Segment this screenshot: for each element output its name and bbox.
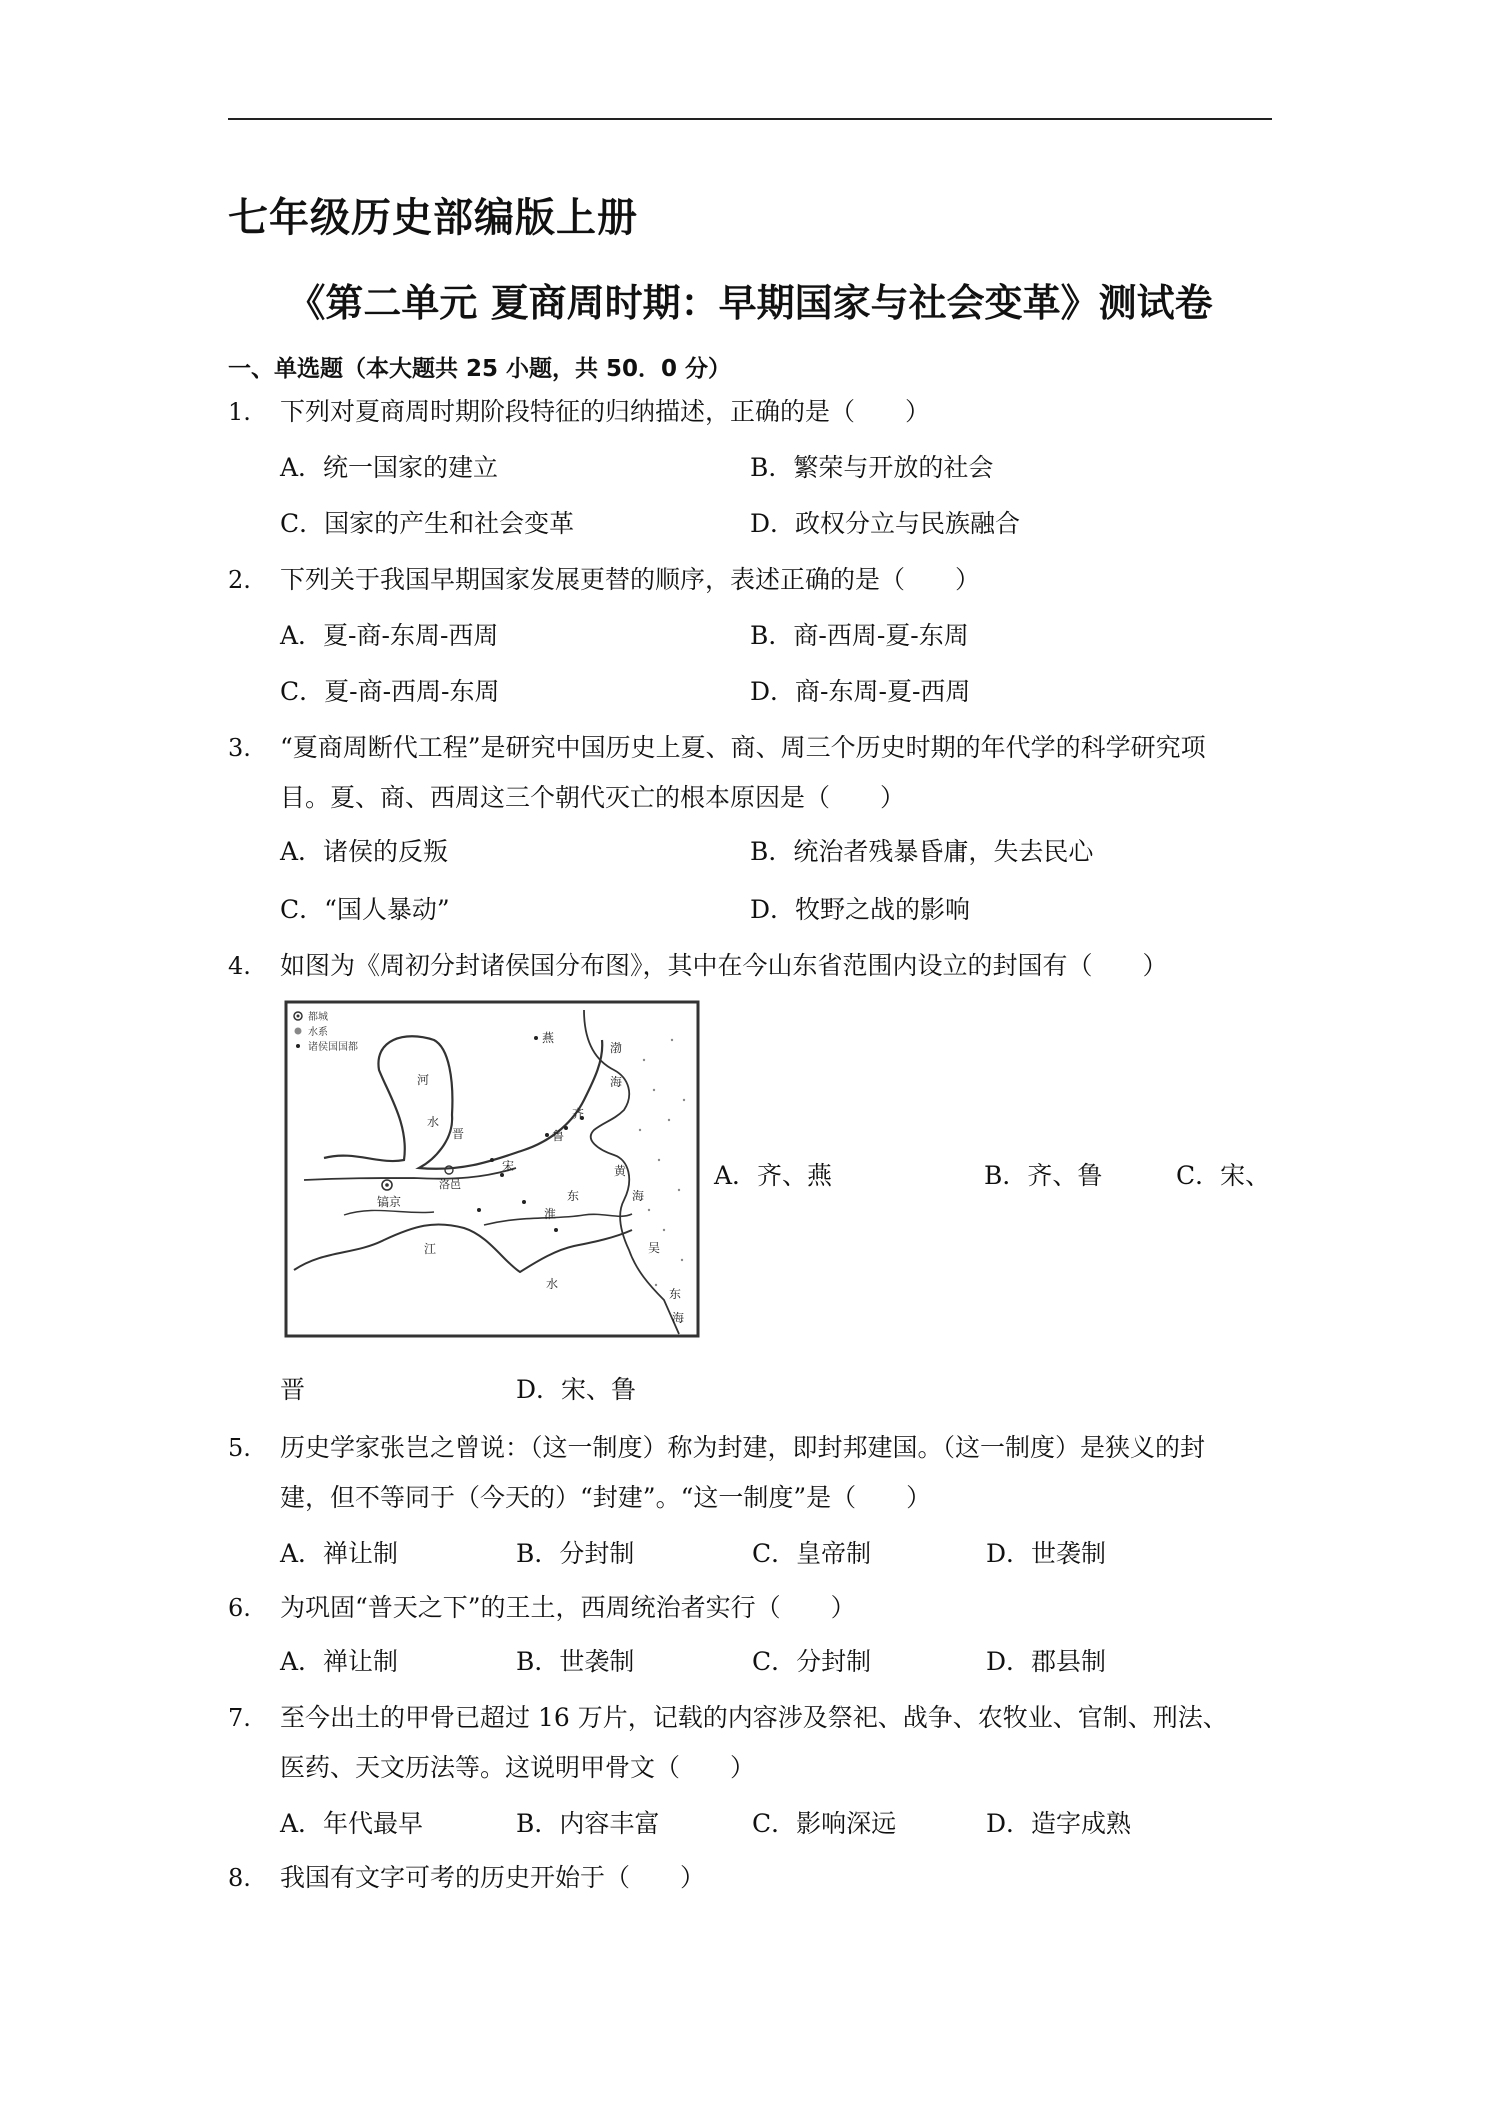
map-label-huai: 淮 (544, 1207, 557, 1221)
option-c-continued[interactable]: 晋 (280, 1375, 306, 1404)
option-b[interactable]: B．繁荣与开放的社会 (750, 453, 994, 482)
option-a[interactable]: A．禅让制 (280, 1539, 399, 1568)
question-number: 7. (228, 1704, 251, 1732)
option-c[interactable]: C．宋、 (1176, 1161, 1271, 1190)
question-stem: 如图为《周初分封诸侯国分布图》，其中在今山东省范围内设立的封国有（ ） (280, 951, 1168, 980)
option-b[interactable]: B．内容丰富 (516, 1809, 660, 1838)
option-a[interactable]: A．年代最早 (280, 1809, 424, 1838)
question-stem: 目。夏、商、西周这三个朝代灭亡的根本原因是（ ） (280, 783, 906, 812)
map-label-jiang: 江 (424, 1242, 437, 1256)
question-stem: 建，但不等同于（今天的）“封建”。“这一制度”是（ ） (280, 1483, 932, 1512)
section-heading: 一、单选题（本大题共 25 小题，共 50．0 分） (228, 356, 732, 382)
map-label-shui: 水 (427, 1115, 440, 1129)
map-label-song: 宋 (502, 1159, 515, 1173)
document-subtitle: 《第二单元 夏商周时期：早期国家与社会变革》测试卷 (287, 281, 1213, 325)
question-number: 1. (228, 398, 251, 426)
zhou-fief-map (284, 1000, 702, 1340)
option-a[interactable]: A．禅让制 (280, 1647, 399, 1676)
map-label-huang: 黄 (614, 1164, 627, 1178)
question-number: 3. (228, 734, 251, 762)
question-number: 5. (228, 1434, 251, 1462)
option-d[interactable]: D．牧野之战的影响 (750, 895, 971, 924)
map-label-lu: 鲁 (552, 1129, 565, 1143)
option-d[interactable]: D．政权分立与民族融合 (750, 509, 1021, 538)
water-symbol-icon (295, 1028, 302, 1035)
map-label-hai: 海 (610, 1075, 623, 1089)
option-c[interactable]: C．“国人暴动” (280, 895, 450, 924)
question-number: 6. (228, 1594, 251, 1622)
map-label-qi: 齐 (572, 1107, 585, 1121)
map-label-shui-2: 水 (546, 1277, 559, 1291)
capital-symbol-icon (297, 1015, 300, 1018)
question-stem: 我国有文字可考的历史开始于（ ） (280, 1863, 706, 1892)
map-label-luoyi: 洛邑 (439, 1178, 461, 1191)
map-label-dong-2: 东 (669, 1287, 682, 1301)
option-c[interactable]: C．国家的产生和社会变革 (280, 509, 575, 538)
header-rule (228, 118, 1272, 120)
option-a[interactable]: A．诸侯的反叛 (280, 837, 449, 866)
fief-capital-symbol-icon (296, 1044, 300, 1048)
question-stem: 为巩固“普天之下”的王土，西周统治者实行（ ） (280, 1593, 856, 1622)
option-a[interactable]: A．夏-商-东周-西周 (280, 621, 499, 650)
option-b[interactable]: B．齐、鲁 (984, 1161, 1103, 1190)
option-d[interactable]: D．郡县制 (986, 1647, 1107, 1676)
option-c[interactable]: C．皇帝制 (752, 1539, 872, 1568)
map-label-dong: 东 (567, 1189, 580, 1203)
map-label-bo: 渤 (610, 1041, 623, 1055)
legend-label: 都城 (308, 1012, 328, 1023)
option-a[interactable]: A．齐、燕 (714, 1161, 833, 1190)
question-number: 4. (228, 952, 251, 980)
option-b[interactable]: B．统治者残暴昏庸，失去民心 (750, 837, 1094, 866)
option-d[interactable]: D．世袭制 (986, 1539, 1107, 1568)
question-number: 8. (228, 1864, 251, 1892)
map-label-he: 河 (417, 1073, 430, 1087)
question-stem: 下列关于我国早期国家发展更替的顺序，表述正确的是（ ） (280, 565, 981, 594)
question-stem: 历史学家张岂之曾说：（这一制度）称为封建，即封邦建国。（这一制度）是狭义的封 (280, 1433, 1206, 1462)
option-a[interactable]: A．统一国家的建立 (280, 453, 499, 482)
legend-label: 水系 (308, 1027, 328, 1038)
question-stem: “夏商周断代工程”是研究中国历史上夏、商、周三个历史时期的年代学的科学研究项 (280, 733, 1206, 762)
option-d[interactable]: D．商-东周-夏-西周 (750, 677, 971, 706)
map-label-wu: 吴 (648, 1241, 661, 1255)
question-stem: 医药、天文历法等。这说明甲骨文（ ） (280, 1753, 756, 1782)
option-b[interactable]: B．分封制 (516, 1539, 635, 1568)
map-label-haojing: 镐京 (377, 1195, 402, 1209)
option-c[interactable]: C．影响深远 (752, 1809, 897, 1838)
question-stem: 至今出土的甲骨已超过 16 万片，记载的内容涉及祭祀、战争、农牧业、官制、刑法、 (280, 1703, 1228, 1732)
option-b[interactable]: B．商-西周-夏-东周 (750, 621, 969, 650)
haojing-capital-marker (385, 1183, 389, 1187)
map-label-yan: 燕 (542, 1031, 555, 1045)
legend-label: 诸侯国国都 (308, 1042, 358, 1053)
map-label-hai: 海 (632, 1189, 645, 1203)
option-d[interactable]: D．造字成熟 (986, 1809, 1132, 1838)
document-title: 七年级历史部编版上册 (228, 195, 638, 241)
question-number: 2. (228, 566, 251, 594)
option-c[interactable]: C．分封制 (752, 1647, 872, 1676)
option-d[interactable]: D．宋、鲁 (516, 1375, 637, 1404)
map-label-jin: 晋 (452, 1127, 465, 1141)
option-b[interactable]: B．世袭制 (516, 1647, 635, 1676)
question-stem: 下列对夏商周时期阶段特征的归纳描述，正确的是（ ） (280, 397, 931, 426)
map-label-hai-2: 海 (672, 1311, 685, 1325)
option-c[interactable]: C．夏-商-西周-东周 (280, 677, 500, 706)
